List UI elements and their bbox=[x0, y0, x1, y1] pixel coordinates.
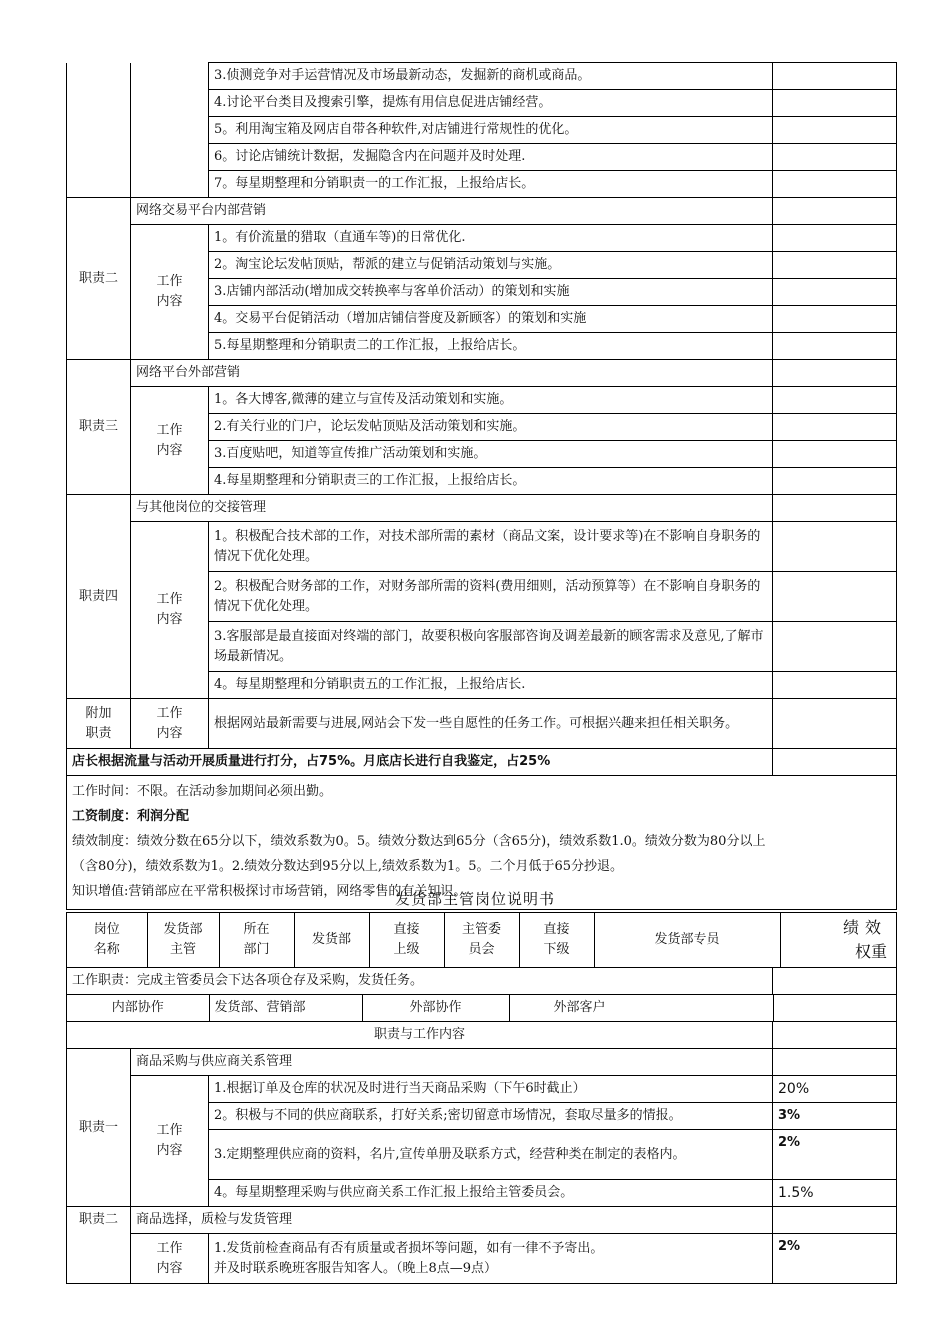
duty-item: 2。积极配合财务部的工作，对财务部所需的资料(费用细则，活动预算等）在不影响自身职务的情况下优化处理。 bbox=[209, 572, 773, 622]
duty-summary: 工作职责：完成主管委员会下达各项仓存及采购，发货任务。 bbox=[67, 968, 773, 995]
subordinate-label: 直接 下级 bbox=[519, 913, 594, 967]
duty-item: 2.有关行业的门户，论坛发帖顶贴及活动策划和实施。 bbox=[209, 414, 773, 441]
duty-item: 2。积极与不同的供应商联系，打好关系;密切留意市场情况，套取尽量多的情报。 bbox=[209, 1103, 773, 1130]
subordinate-value: 发货部专员 bbox=[594, 913, 780, 967]
shipping-duties-table bbox=[66, 912, 897, 1284]
work-content-label: 工作 内容 bbox=[131, 225, 209, 360]
duty-item: 3.客服部是最直接面对终端的部门，故要积极向客服部咨询及调差最新的顾客需求及意见,了解市场最新情况。 bbox=[209, 622, 773, 672]
weight-value: 2% bbox=[773, 1234, 897, 1284]
external-coop-label: 外部协作 bbox=[362, 995, 509, 1021]
work-content-label: 工作 内容 bbox=[131, 1234, 209, 1284]
marketing-duties-table bbox=[66, 62, 897, 910]
duty-three-label: 职责三 bbox=[67, 360, 131, 495]
duty-item: 1.发货前检查商品有否有质量或者损坏等问题，如有一律不予寄出。 并及时联系晚班客服告知客人。（晚上8点—9点） bbox=[209, 1234, 773, 1284]
position-name-value: 发货部 主管 bbox=[147, 913, 219, 967]
duty-item: 3.店铺内部活动(增加成交转换率与客单价活动）的策划和实施 bbox=[209, 279, 773, 306]
internal-coop-value: 发货部、营销部 bbox=[209, 995, 362, 1021]
work-content-label: 工作 内容 bbox=[131, 387, 209, 495]
department-label: 所在 部门 bbox=[219, 913, 294, 967]
duty-item: 5。利用淘宝箱及网店自带各种软件,对店铺进行常规性的优化。 bbox=[209, 117, 773, 144]
duty-item: 4。每星期整理采购与供应商关系工作汇报上报给主管委员会。 bbox=[209, 1180, 773, 1207]
shipping-supervisor-title: 发货部主管岗位说明书 bbox=[394, 890, 555, 908]
extra-duty-label: 附加 职责 bbox=[67, 699, 131, 749]
duty-item: 4.每星期整理和分销职责三的工作汇报，上报给店长。 bbox=[209, 468, 773, 495]
duty-four-label: 职责四 bbox=[67, 495, 131, 699]
duty-item: 3.百度贴吧，知道等宣传推广活动策划和实施。 bbox=[209, 441, 773, 468]
duty-four-header: 与其他岗位的交接管理 bbox=[131, 495, 773, 522]
weight-label: 绩效 权重 bbox=[780, 913, 897, 967]
weight-value: 1.5% bbox=[773, 1180, 897, 1207]
duty-one-label: 职责一 bbox=[67, 1049, 131, 1207]
duty-item: 4。交易平台促销活动（增加店铺信誉度及新顾客）的策划和实施 bbox=[209, 306, 773, 333]
weight-value: 2% bbox=[773, 1130, 897, 1180]
superior-value: 主管委 员会 bbox=[444, 913, 519, 967]
duty-two-label: 职责二 bbox=[67, 198, 131, 360]
cooperation-row bbox=[67, 995, 897, 1021]
duty-item: 4.讨论平台类目及搜索引擎，提炼有用信息促进店铺经营。 bbox=[209, 90, 773, 117]
duty-item: 1.根据订单及仓库的状况及时进行当天商品采购（下午6时截止） bbox=[209, 1076, 773, 1103]
work-content-label: 工作 内容 bbox=[131, 1076, 209, 1207]
duty-item: 3.定期整理供应商的资料，名片,宣传单册及联系方式，经营种类在制定的表格内。 bbox=[209, 1130, 773, 1180]
work-content-label: 工作 内容 bbox=[131, 699, 209, 749]
duty-item: 7。每星期整理和分销职责一的工作汇报，上报给店长。 bbox=[209, 171, 773, 198]
duty-item: 3.侦测竞争对手运营情况及市场最新动态，发掘新的商机或商品。 bbox=[209, 63, 773, 90]
duty-item: 6。讨论店铺统计数据，发掘隐含内在问题并及时处理. bbox=[209, 144, 773, 171]
position-header bbox=[67, 913, 897, 967]
position-name-label: 岗位 名称 bbox=[67, 913, 147, 967]
section-title: 职责与工作内容 bbox=[67, 1022, 773, 1049]
performance-text: 绩效制度：绩效分数在65分以下，绩效系数为0。5。绩效分数达到65分（含65分)，绩效系数1.0。绩效分数为80分以上（含80分)，绩效系数为1。2.绩效分数达到95分以上,绩效系数为1。5。二个月低于65分抄退。 bbox=[72, 834, 766, 874]
work-content-label: 工作 内容 bbox=[131, 522, 209, 699]
knowledge-text: 知识增值:营销部应在平常积极探讨市场营销，网络零售的有关知识。 bbox=[72, 884, 467, 899]
department-value: 发货部 bbox=[294, 913, 369, 967]
score-rule: 店长根据流量与活动开展质量进行打分，占75%。月底店长进行自我鉴定，占25% bbox=[67, 749, 773, 776]
duty-item: 1。有价流量的猎取（直通车等)的日常优化. bbox=[209, 225, 773, 252]
duty-item: 4。每星期整理和分销职责五的工作汇报，上报给店长. bbox=[209, 672, 773, 699]
duty-two-header: 商品选择，质检与发货管理 bbox=[131, 1207, 773, 1234]
internal-coop-label: 内部协作 bbox=[67, 995, 209, 1021]
duty-two-header: 网络交易平台内部营销 bbox=[131, 198, 773, 225]
external-coop-value: 外部客户 bbox=[509, 995, 773, 1021]
duty-item: 5.每星期整理和分销职责二的工作汇报，上报给店长。 bbox=[209, 333, 773, 360]
duty-item: 2。淘宝论坛发帖顶贴，帮派的建立与促销活动策划与实施。 bbox=[209, 252, 773, 279]
work-time-text: 工作时间：不限。在活动参加期间必须出勤。 bbox=[72, 784, 333, 799]
duty-one-label-cell bbox=[67, 63, 131, 198]
duty-item: 1。各大博客,微薄的建立与宣传及活动策划和实施。 bbox=[209, 387, 773, 414]
superior-label: 直接 上级 bbox=[369, 913, 444, 967]
weight-cell bbox=[773, 63, 897, 90]
extra-duty-text: 根据网站最新需要与进展,网站会下发一些自愿性的任务工作。可根据兴趣来担任相关职务。 bbox=[209, 699, 773, 749]
duty-item: 1。积极配合技术部的工作，对技术部所需的素材（商品文案，设计要求等)在不影响自身职务的情况下优化处理。 bbox=[209, 522, 773, 572]
salary-title: 工资制度：利润分配 bbox=[72, 809, 190, 824]
weight-value: 20% bbox=[773, 1076, 897, 1103]
duty-one-header: 商品采购与供应商关系管理 bbox=[131, 1049, 773, 1076]
weight-value: 3% bbox=[773, 1103, 897, 1130]
duty-three-header: 网络平台外部营销 bbox=[131, 360, 773, 387]
duty-two-label: 职责二 bbox=[67, 1207, 131, 1284]
duty-one-work-cell bbox=[131, 63, 209, 198]
